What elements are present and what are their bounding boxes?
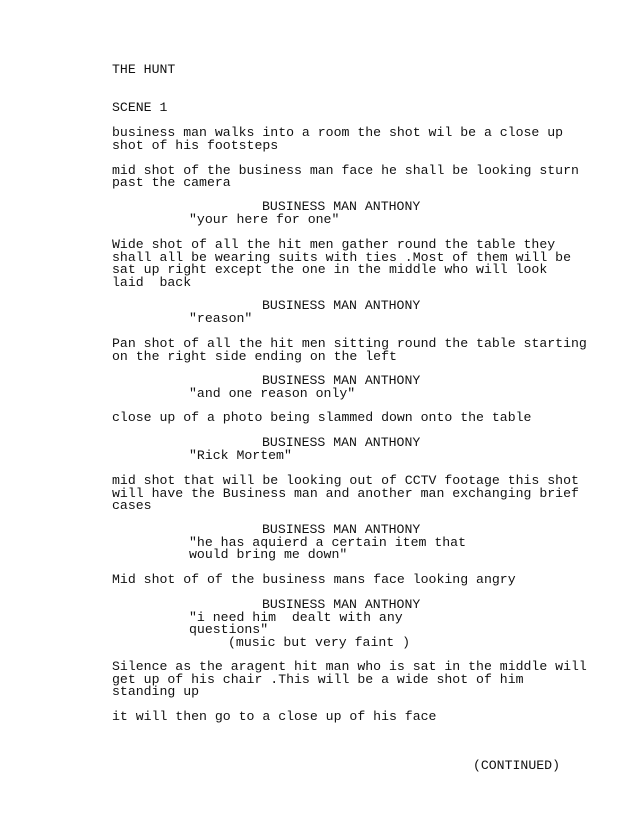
- action-line: Mid shot of of the business mans face looking angry: [112, 572, 516, 587]
- action-line: Silence as the aragent hit man who is sat in the middle will: [112, 659, 587, 674]
- action-line: mid shot that will be looking out of CCTV footage this shot: [112, 473, 579, 488]
- action-line: sat up right except the one in the middle who will look: [112, 262, 548, 277]
- action-line: will have the Business man and another man exchanging brief: [112, 485, 579, 501]
- dialogue-line: would bring me down": [189, 547, 348, 562]
- parenthetical: (music but very faint ): [228, 634, 411, 650]
- dialogue-line: "i need him dealt with any: [189, 609, 403, 625]
- action-line: on the right side ending on the left: [112, 348, 397, 364]
- character-name: BUSINESS MAN ANTHONY: [262, 298, 421, 313]
- dialogue-line: "and one reason only": [189, 385, 356, 401]
- character-name: BUSINESS MAN ANTHONY: [262, 373, 421, 388]
- action-line: past the camera: [112, 175, 231, 190]
- action-line: shall all be wearing suits with ties .Most of them will be: [112, 249, 571, 265]
- character-name: BUSINESS MAN ANTHONY: [262, 199, 421, 214]
- dialogue-line: "Rick Mortem": [189, 447, 292, 463]
- action-line: get up of his chair .This will be a wide shot of him: [112, 671, 524, 687]
- continued-marker: (CONTINUED): [472, 758, 560, 773]
- action-line: Pan shot of all the hit men sitting round the table starting: [112, 336, 587, 351]
- dialogue-line: questions": [189, 622, 269, 637]
- action-line: Wide shot of all the hit men gather round the table they: [112, 237, 556, 252]
- action-line: laid back: [112, 274, 192, 290]
- action-line: business man walks into a room the shot wil be a close up: [112, 125, 564, 140]
- character-name: BUSINESS MAN ANTHONY: [262, 597, 421, 612]
- dialogue-line: "he has aquierd a certain item that: [189, 534, 466, 550]
- action-line: shot of his footsteps: [112, 137, 279, 153]
- action-line: it will then go to a close up of his face: [112, 709, 437, 724]
- scene-heading: SCENE 1: [112, 100, 168, 115]
- dialogue-line: "your here for one": [189, 211, 340, 227]
- action-line: standing up: [112, 684, 200, 699]
- action-line: cases: [112, 498, 152, 513]
- dialogue-line: "reason": [189, 310, 253, 326]
- action-line: mid shot of the business man face he shall be looking sturn: [112, 162, 579, 178]
- script-title: THE HUNT: [112, 62, 176, 77]
- character-name: BUSINESS MAN ANTHONY: [262, 435, 421, 450]
- character-name: BUSINESS MAN ANTHONY: [262, 522, 421, 537]
- action-line: close up of a photo being slammed down onto the table: [112, 410, 532, 425]
